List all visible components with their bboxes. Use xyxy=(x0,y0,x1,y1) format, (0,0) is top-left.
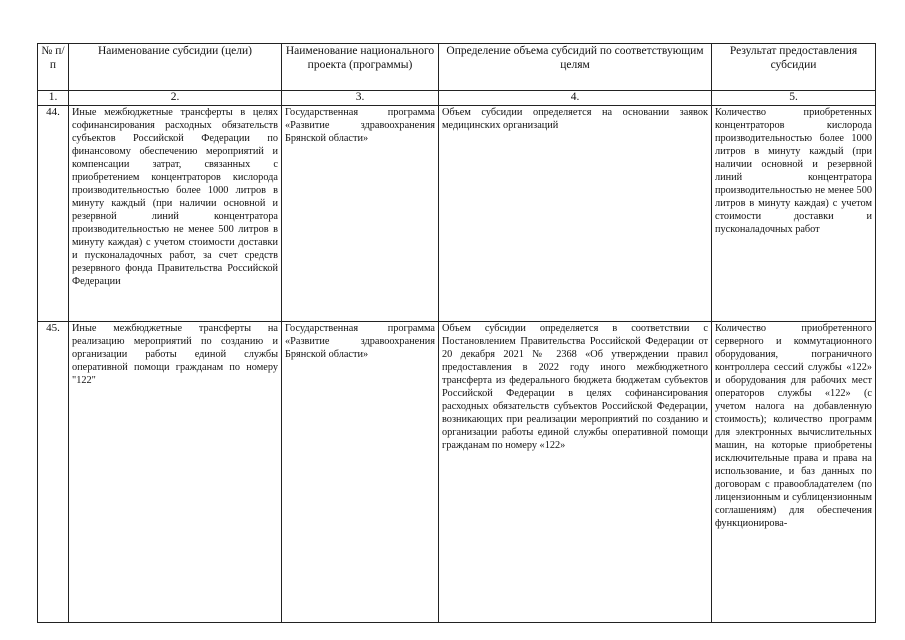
result-cell: Количество приобретенных концентраторов кислорода производительностью более 1000 литров в минуту каждый (при наличии основной и резервной линий концентратора производительностью не менее 500 литров в минуту каждая) с учетом стоимости доставки и пусконаладочных работ xyxy=(712,106,876,322)
header-row xyxy=(38,44,876,91)
column-number: 1. xyxy=(38,91,69,106)
table-row xyxy=(38,322,876,623)
column-number: 3. xyxy=(282,91,439,106)
header-subsidy-name: Наименование субсидии (цели) xyxy=(69,44,282,91)
national-project-cell: Государственная программа «Развитие здравоохранения Брянской области» xyxy=(282,322,439,623)
column-number: 5. xyxy=(712,91,876,106)
column-number: 2. xyxy=(69,91,282,106)
result-cell: Количество приобретенного серверного и коммутационного оборудования, пограничного контроллера сессий службы «122» и оборудования для рабочих мест операторов службы «122» (с учетом налога на добавленную стоимость); количество программ для электронных вычислительных машин, на которые приобретены исключительные права и права на использование, и баз данных по договорам с правообладателем (по лицензионным и сублицензионным соглашениям) для обеспечения функционирова- xyxy=(712,322,876,623)
column-number: 4. xyxy=(439,91,712,106)
row-number: 44. xyxy=(38,106,69,322)
header-result: Результат предоставления субсидии xyxy=(712,44,876,91)
subsidy-name-cell: Иные межбюджетные трансферты на реализацию мероприятий по созданию и организации работы единой службы оперативной помощи гражданам по номеру "122" xyxy=(69,322,282,623)
header-national-project: Наименование национального проекта (программы) xyxy=(282,44,439,91)
row-number: 45. xyxy=(38,322,69,623)
subsidy-table xyxy=(37,43,876,623)
subsidy-name-cell: Иные межбюджетные трансферты в целях софинансирования расходных обязательств субъектов Российской Федерации по финансовому обеспечению мероприятий и компенсации затрат, связанных с приобретением концентраторов кислорода производительностью более 1000 литров в минуту каждый (при наличии основной и резервной линий концентратора производительностью не менее 500 литров в минуту каждая) с учетом стоимости доставки и пусконаладочных работ, за счет средств резервного фонда Правительства Российской Федерации xyxy=(69,106,282,322)
column-number-row xyxy=(38,91,876,106)
national-project-cell: Государственная программа «Развитие здравоохранения Брянской области» xyxy=(282,106,439,322)
table-row xyxy=(38,106,876,322)
header-volume-definition: Определение объема субсидий по соответствующим целям xyxy=(439,44,712,91)
header-num: № п/п xyxy=(38,44,69,91)
volume-definition-cell: Объем субсидии определяется на основании заявок медицинских организаций xyxy=(439,106,712,322)
volume-definition-cell: Объем субсидии определяется в соответствии с Постановлением Правительства Российской Федерации от 20 декабря 2021 № 2368 «Об утверждении правил предоставления в 2022 году иного межбюджетного трансферта из федерального бюджета бюджетам субъектов Российской Федерации в целях софинансирования расходных обязательств субъектов Российской Федерации, возникающих при реализации мероприятий по созданию и организации работы единой службы оперативной помощи гражданам по номеру «122» xyxy=(439,322,712,623)
